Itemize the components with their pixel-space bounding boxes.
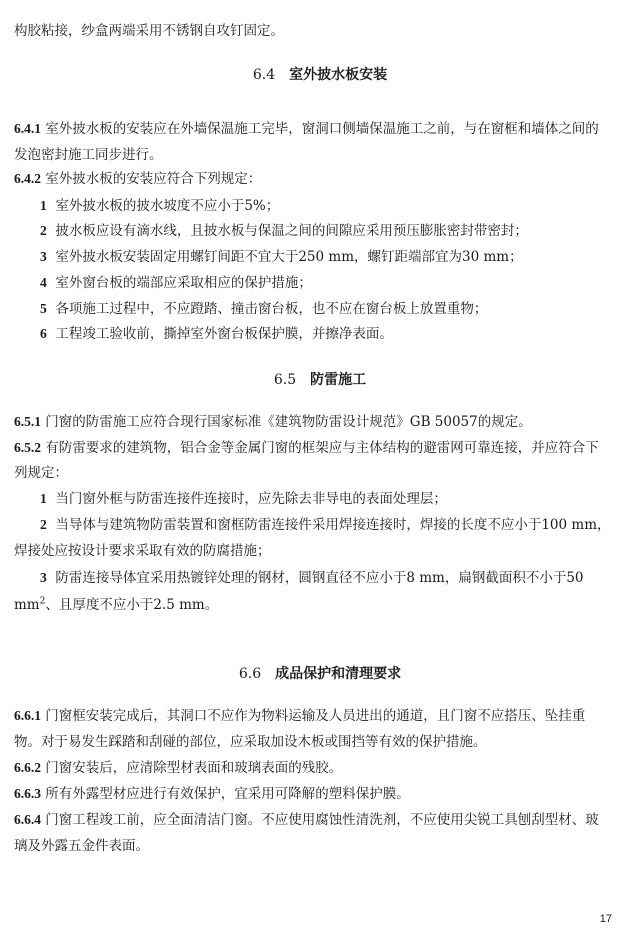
continuation-text: 构胶粘接，纱盒两端采用不锈钢自攻钉固定。 <box>14 23 284 39</box>
list-item <box>40 274 312 292</box>
item-number: 1 <box>40 491 47 506</box>
page-number: 17 <box>599 913 612 925</box>
item-text: 室外披水板安装固定用螺钉间距不宜大于250 mm，螺钉距端部宜为30 mm； <box>55 249 523 265</box>
item-text: 室外窗台板的端部应采取相应的保护措施； <box>55 275 312 291</box>
item-text: 各项施工过程中，不应蹬踏、撞击窗台板，也不应在窗台板上放置重物； <box>55 301 488 317</box>
item-text: 室外披水板的披水坡度不应小于5%； <box>55 198 280 214</box>
clause-text: 门窗的防雷施工应符合现行国家标准《建筑物防雷设计规范》GB 50057的规定。 <box>45 414 532 430</box>
clause-number: 6.6.3 <box>14 786 41 801</box>
clause-6-4-2 <box>14 170 261 188</box>
clause-6-4-1-line2: 发泡密封施工同步进行。 <box>14 147 163 163</box>
unit-superscript: 2 <box>39 596 46 607</box>
clause-number: 6.4.2 <box>14 171 41 186</box>
list-item <box>40 248 523 266</box>
item-text: 、且厚度不应小于2.5 mm。 <box>45 597 219 613</box>
list-item-continuation <box>14 596 218 614</box>
clause-6-6-1-line1 <box>14 707 585 725</box>
list-item <box>40 516 611 534</box>
clause-text: 门窗安装后，应清除型材表面和玻璃表面的残胶。 <box>45 760 343 776</box>
clause-6-5-2-line1 <box>14 439 599 457</box>
clause-6-6-1-line2: 物。对于易发生踩踏和刮碰的部位，应采取加设木板或围挡等有效的保护措施。 <box>14 734 487 750</box>
clause-text: 门窗工程竣工前，应全面清洁门窗。不应使用腐蚀性清洗剂，不应使用尖锐工具刨刮型材、玻 <box>45 812 599 828</box>
clause-number: 6.6.4 <box>14 812 41 827</box>
clause-number: 6.5.1 <box>14 414 41 429</box>
clause-6-4-1-line1 <box>14 120 599 138</box>
section-heading-6-4 <box>0 66 640 84</box>
section-title: 成品保护和清理要求 <box>275 666 402 682</box>
list-item <box>40 490 447 508</box>
clause-6-5-2-line2: 列规定： <box>14 465 68 481</box>
item-number: 3 <box>40 249 47 264</box>
item-number: 3 <box>40 570 47 585</box>
list-item <box>40 325 393 343</box>
clause-6-6-4-line1 <box>14 811 599 829</box>
item-text: 当导体与建筑物防雷装置和窗框防雷连接件采用焊接连接时，焊接的长度不应小于100 mm， <box>55 517 611 533</box>
item-number: 2 <box>40 517 47 532</box>
clause-text: 门窗框安装完成后，其洞口不应作为物料运输及人员进出的通道，且门窗不应搭压、坠挂重 <box>45 708 586 724</box>
clause-6-6-2 <box>14 759 342 777</box>
section-title: 防雷施工 <box>310 372 367 388</box>
item-number: 4 <box>40 275 47 290</box>
section-number: 6.4 <box>252 67 276 83</box>
section-number: 6.6 <box>238 666 262 682</box>
item-text: 工程竣工验收前，撕掉室外窗台板保护膜，并擦净表面。 <box>55 326 393 342</box>
list-item <box>40 569 584 587</box>
item-number: 2 <box>40 223 47 238</box>
section-heading-6-6 <box>0 665 640 683</box>
list-item <box>40 197 279 215</box>
clause-number: 6.5.2 <box>14 440 41 455</box>
clause-text: 室外披水板的安装应在外墙保温施工完毕，窗洞口侧墙保温施工之前，与在窗框和墙体之间的 <box>45 121 599 137</box>
list-item <box>40 300 487 318</box>
unit-text: mm <box>14 597 40 613</box>
item-number: 5 <box>40 301 47 316</box>
list-item <box>40 222 528 240</box>
section-title: 室外披水板安装 <box>289 67 388 83</box>
item-text: 当门窗外框与防雷连接件连接时，应先除去非导电的表面处理层； <box>55 491 447 507</box>
clause-6-6-4-line2: 璃及外露五金件表面。 <box>14 838 149 854</box>
section-number: 6.5 <box>273 372 297 388</box>
clause-6-6-3 <box>14 785 410 803</box>
item-number: 1 <box>40 198 47 213</box>
clause-text: 有防雷要求的建筑物，铝合金等金属门窗的框架应与主体结构的避雷网可靠连接，并应符合下 <box>45 440 599 456</box>
clause-number: 6.6.2 <box>14 760 41 775</box>
clause-text: 所有外露型材应进行有效保护，宜采用可降解的塑料保护膜。 <box>45 786 410 802</box>
clause-6-5-1 <box>14 413 532 431</box>
item-number: 6 <box>40 326 47 341</box>
clause-text: 室外披水板的安装应符合下列规定： <box>45 171 262 187</box>
clause-number: 6.4.1 <box>14 121 41 136</box>
section-heading-6-5 <box>0 371 640 389</box>
clause-number: 6.6.1 <box>14 708 41 723</box>
item-text: 防雷连接导体宜采用热镀锌处理的钢材，圆钢直径不应小于8 mm，扁钢截面积不小于50 <box>55 570 584 586</box>
list-item-continuation: 焊接处应按设计要求采取有效的防腐措施； <box>14 543 271 559</box>
item-text: 披水板应设有滴水线，且披水板与保温之间的间隙应采用预压膨胀密封带密封； <box>55 223 528 239</box>
